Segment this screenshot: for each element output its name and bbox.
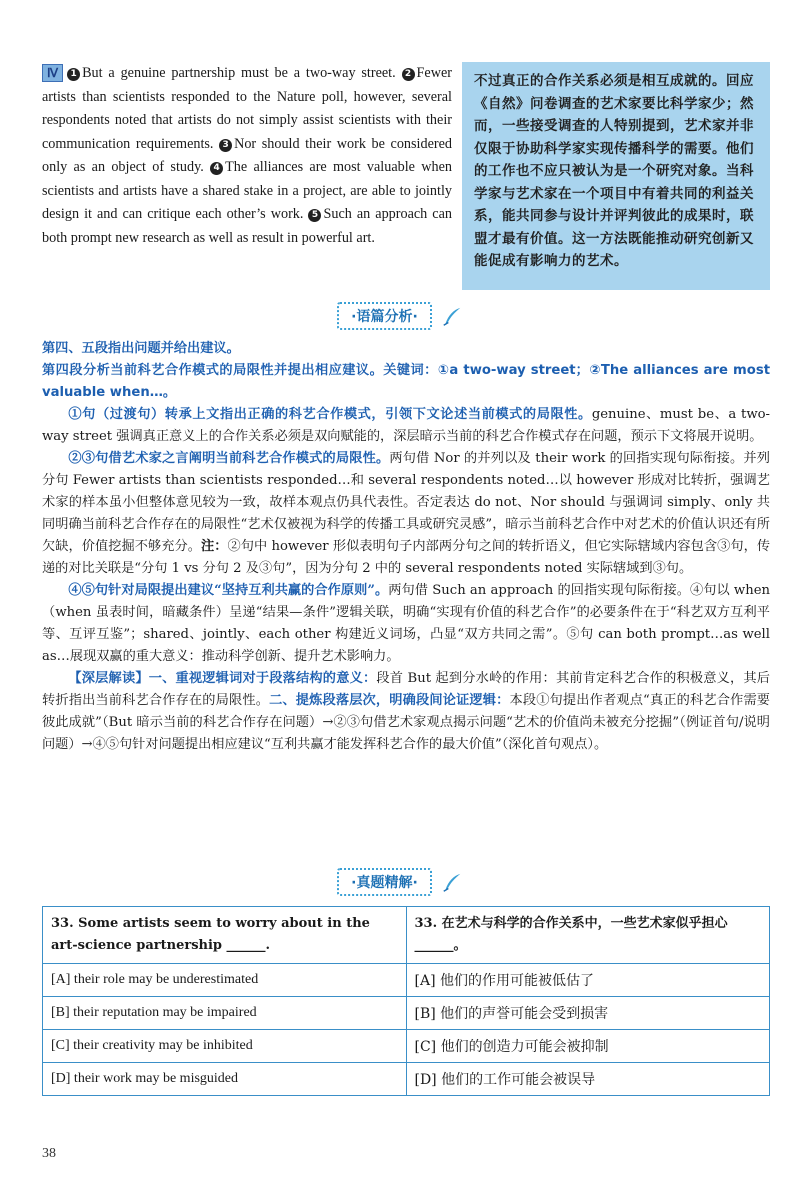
question-stem-row xyxy=(43,907,770,964)
sentence-number: 4 xyxy=(210,162,223,175)
english-passage xyxy=(42,62,452,250)
option-row xyxy=(43,1030,770,1063)
option-row xyxy=(43,997,770,1030)
exam-section-header xyxy=(0,868,800,896)
option-a-zh: [A] 他们的作用可能被低估了 xyxy=(406,964,770,997)
sentence-5: Such an approach can both prompt new research as well as result in powerful art. xyxy=(42,206,452,246)
sentence-number: 5 xyxy=(308,209,321,222)
sentence-number: 1 xyxy=(67,68,80,81)
page-number: 38 xyxy=(42,1146,56,1161)
analysis-point-3: ④⑤句针对局限提出建议“坚持互利共赢的合作原则”。两句借 Such an approach 的回指实现句际衔接。④句以 when（when 虽表时间，暗藏条件）呈递“结果—条件”逻辑关联，明确“实现有价值的科艺合作”的必要条件在于“科艺双方互利平等、互评互鉴”；shared、jointly、each other 构建近义词场，凸显“双方共同之需”。⑤句 can both prompt…as well as…展现双赢的重大意义：推动科学创新、提升艺术影响力。 xyxy=(42,583,771,664)
option-row xyxy=(43,1063,770,1096)
sentence-1: But a genuine partnership must be a two-way street. xyxy=(82,65,396,81)
sentence-number: 2 xyxy=(402,68,415,81)
analysis-title: ·语篇分析· xyxy=(337,302,432,330)
analysis-section-header xyxy=(0,302,800,330)
option-b-zh: [B] 他们的声誉可能会受到损害 xyxy=(406,997,770,1030)
option-c-zh: [C] 他们的创造力可能会被抑制 xyxy=(406,1030,770,1063)
option-c-en: [C] their creativity may be inhibited xyxy=(43,1030,407,1063)
translation-box: 不过真正的合作关系必须是相互成就的。回应《自然》问卷调查的艺术家要比科学家少；然而，一些接受调查的人特别提到，艺术家并非仅限于协助科学家实现传播科学的需要。他们的工作也不应只被认为是一个研究对象。当科学家与艺术家在一个项目中有着共同的利益关系，能共同参与设计并评判彼此的成果时，联盟才最有价值。这一方法既能推动研究创新又能促成有影响力的艺术。 xyxy=(462,62,770,290)
sentence-number: 3 xyxy=(219,139,232,152)
question-table xyxy=(42,906,770,1096)
question-stem-en: 33. Some artists seem to worry about in the art-science partnership ______. xyxy=(43,907,407,964)
sentence-2: Fewer artists than scientists responded to the Nature poll, however, several respondents noted that artists do not simply assist scientists with their communication requirements. xyxy=(42,65,452,152)
option-b-en: [B] their reputation may be impaired xyxy=(43,997,407,1030)
paragraph-marker: Ⅳ xyxy=(42,64,63,82)
quill-icon xyxy=(441,306,463,328)
analysis-summary: 第四、五段指出问题并给出建议。 xyxy=(42,341,240,356)
deep-reading: 【深层解读】一、重视逻辑词对于段落结构的意义：段首 But 起到分水岭的作用：其前肯定科艺合作的积极意义，其后转折指出当前科艺合作存在的局限性。二、提炼段落层次，明确段间论证逻辑：本段①句提出作者观点“真正的科艺合作需要彼此成就”（But 暗示当前的科艺合作存在问题）→②③句借艺术家观点揭示问题“艺术的价值尚未被充分挖掘”（例证首句/说明问题）→④⑤句针对问题提出相应建议“互利共赢才能发挥科艺合作的最大价值”（深化首句观点）。 xyxy=(42,671,770,752)
exam-title: ·真题精解· xyxy=(337,868,432,896)
analysis-point-1: ①句（过渡句）转承上文指出正确的科艺合作模式，引领下文论述当前模式的局限性。genuine、must be、a two-way street 强调真正意义上的合作关系必须是双向赋能的，深层暗示当前的科艺合作模式存在问题，预示下文将展开说明。 xyxy=(42,407,770,444)
quill-icon xyxy=(441,872,463,894)
option-row xyxy=(43,964,770,997)
sentence-4: The alliances are most valuable when scientists and artists have a shared stake in a project, are able to jointly design it and can critique each other’s work. xyxy=(42,159,452,222)
analysis-body xyxy=(42,338,770,756)
sentence-3: Nor should their work be considered only as an object of study. xyxy=(42,135,452,175)
option-d-zh: [D] 他们的工作可能会被误导 xyxy=(406,1063,770,1096)
option-a-en: [A] their role may be underestimated xyxy=(43,964,407,997)
analysis-point-2: ②③句借艺术家之言阐明当前科艺合作模式的局限性。两句借 Nor 的并列以及 their work 的回指实现句际衔接。并列分句 Fewer artists than scientists responded…和 several respondents noted…以 however 形成对比转折，强调艺术家的样本虽小但整体意见较为一致，故样本观点仍具代表性。否定表达 do not、Nor should 与强调词 simply、only 共同明确当前科艺合作存在的局限性“艺术仅被视为科学的传播工具或研究灵感”，暗示当前科艺合作中对艺术的价值认识还有所欠缺，价值挖掘不够充分。注：②句中 however 形似表明句子内部两分句之间的转折语义，但它实际辖域内容包含③句，传递的对比关联是“分句 1 vs 分句 2 及③句”，因为分句 2 中的 several respondents noted 实际辖域到③句。 xyxy=(42,451,771,576)
option-d-en: [D] their work may be misguided xyxy=(43,1063,407,1096)
analysis-keywords: 第四段分析当前科艺合作模式的局限性并提出相应建议。关键词：①a two-way street；②The alliances are most valuable when…。 xyxy=(42,363,770,400)
question-stem-zh: 33. 在艺术与科学的合作关系中，一些艺术家似乎担心______。 xyxy=(406,907,770,964)
